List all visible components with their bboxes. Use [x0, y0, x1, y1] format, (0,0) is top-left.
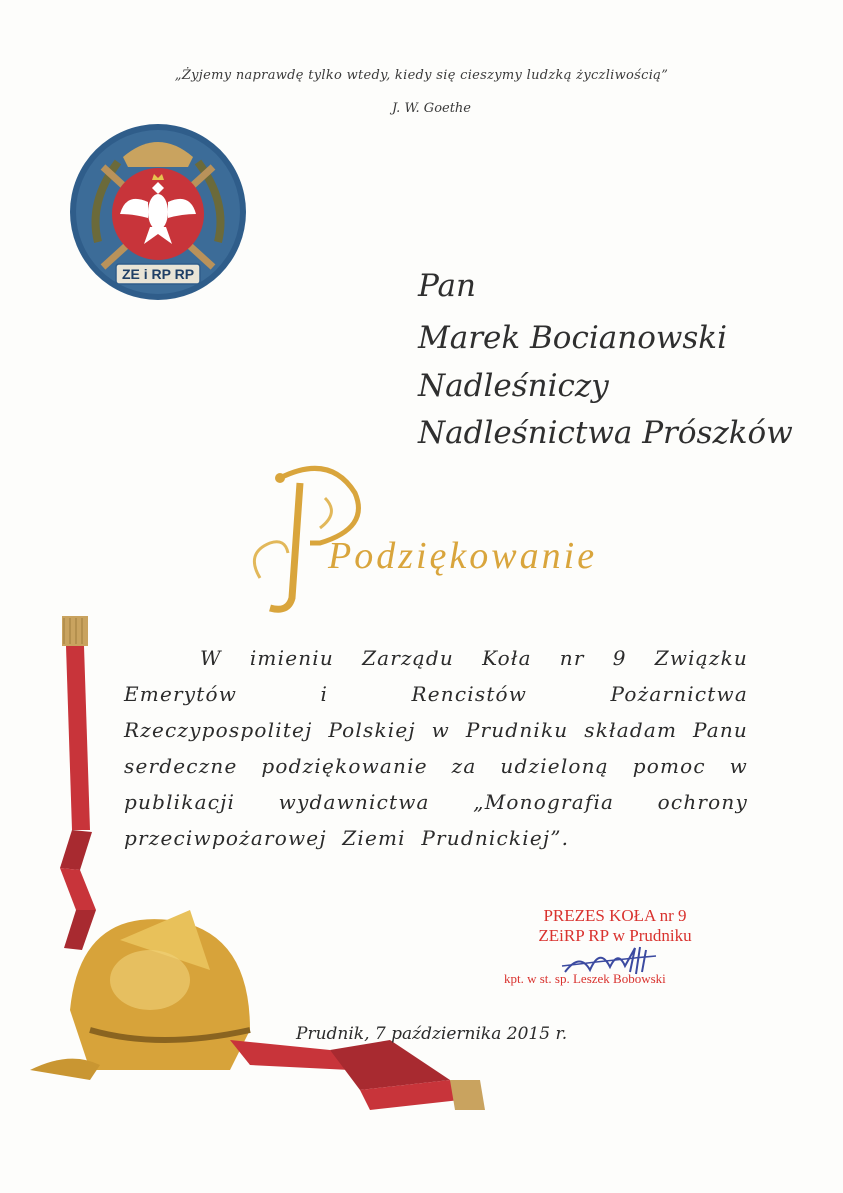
polish-eagle-firefighter-emblem-icon [68, 122, 248, 302]
signature-line-2: ZEiRP RP w Prudniku [538, 926, 692, 945]
body-paragraph: W imieniu Zarządu Koła nr 9 Związku Emerytów i Rencistów Pożarnictwa Rzeczypospolitej Polskiej w Prudniku składam Panu serdeczne podziękowanie za udzieloną pomoc w publikacji wydawnictwa „Monografia ochrony przeciwpożarowej Ziemi Prudnickiej”. [124, 646, 748, 850]
recipient-name: Marek Bocianowski [418, 320, 728, 356]
quote-author: J. W. Goethe [391, 101, 471, 116]
emblem-label: ZE i RP RP [121, 266, 195, 282]
signature-line-1: PREZES KOŁA nr 9 [543, 906, 687, 925]
document-title [240, 458, 660, 618]
fire-helmet-ribbon-icon [30, 610, 500, 1130]
recipient-position: Nadleśniczy [418, 368, 609, 404]
goethe-quote: „Żyjemy naprawdę tylko wtedy, kiedy się cieszymy ludzką życzliwością” [174, 68, 669, 83]
signature-name: kpt. w st. sp. Leszek Bobowski [504, 971, 666, 986]
title-text: Podziękowanie [328, 535, 598, 577]
place-date: Prudnik, 7 października 2015 r. [296, 1024, 568, 1044]
signature-stamp [470, 906, 760, 946]
recipient-office: Nadleśnictwa Prószków [418, 415, 793, 451]
recipient-salutation: Pan [418, 268, 476, 304]
